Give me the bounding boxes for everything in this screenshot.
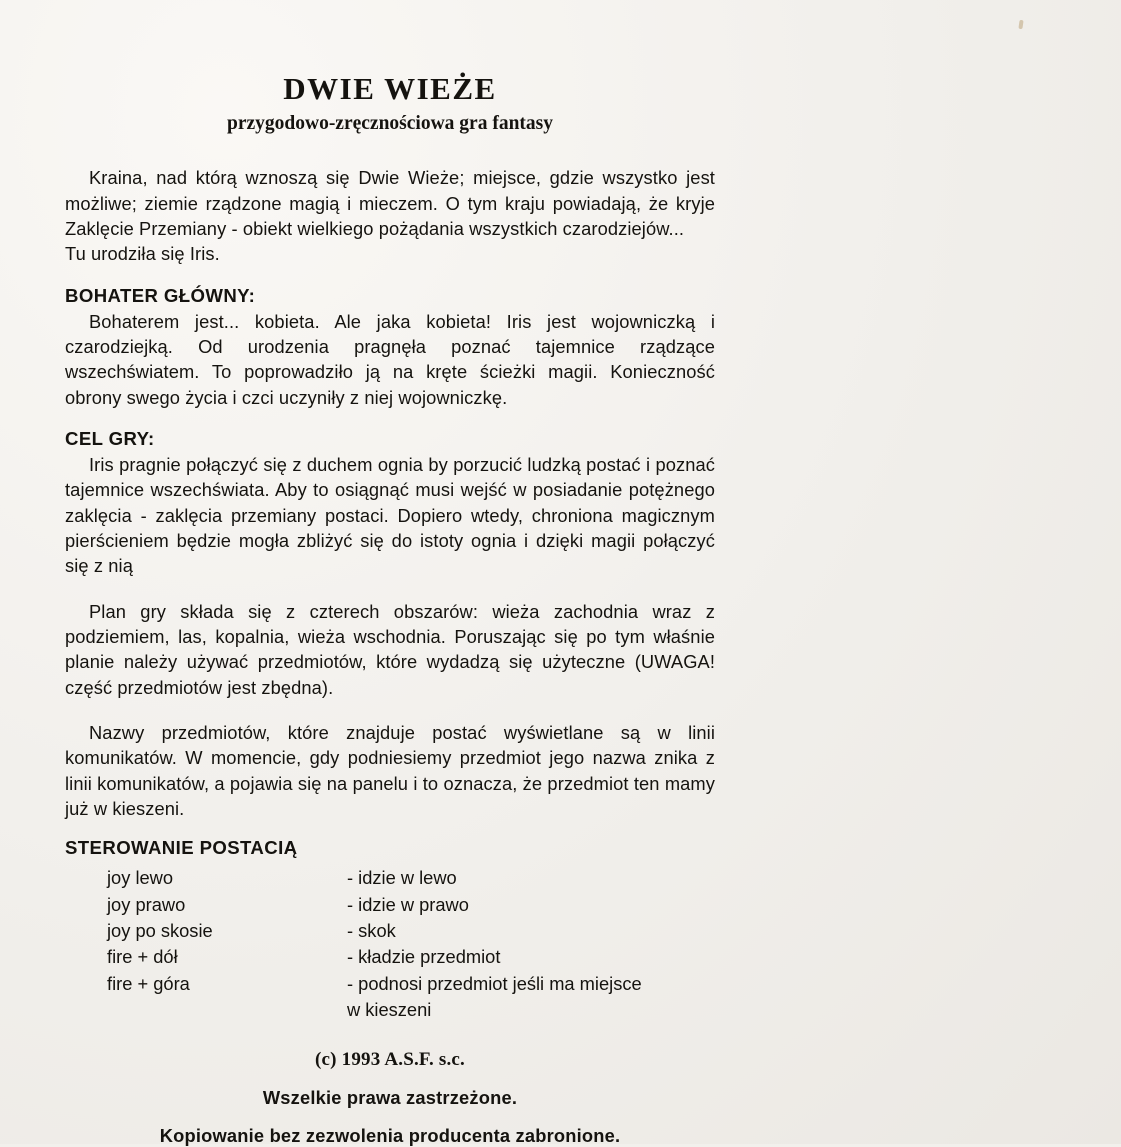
section-heading-goal: CEL GRY:: [65, 428, 155, 450]
control-action: - idzie w prawo: [347, 893, 469, 915]
control-action: - skok: [347, 920, 396, 942]
control-key-empty: [107, 997, 347, 1023]
control-action: - kładzie przedmiot: [347, 946, 501, 968]
controls-table: [107, 865, 642, 1023]
paragraph-items: Nazwy przedmiotów, które znajduje postać wyświetlane są w linii komunikatów. W momencie, gdy podniesiemy przedmiot jego nazwa znika z linii komunikatów, a pojawia się na panelu i to oznacza, że przedmiot ten mamy już w kieszeni.: [65, 722, 715, 820]
control-action-continuation: w kieszeni: [347, 999, 432, 1021]
section-heading-controls: STEROWANIE POSTACIĄ: [65, 837, 298, 859]
page-title: DWIE WIEŻE: [283, 71, 497, 106]
table-row: [107, 892, 642, 918]
footer-copyright: (c) 1993 A.S.F. s.c.: [314, 1049, 466, 1071]
page-subtitle: przygodowo-zręcznościowa gra fantasy: [226, 113, 553, 135]
footer-copy-ban: Kopiowanie bez zezwolenia producenta zabronione.: [159, 1125, 621, 1147]
table-row-continuation: [107, 997, 642, 1023]
footer-rights: Wszelkie prawa zastrzeżone.: [262, 1087, 518, 1109]
section-heading-hero: BOHATER GŁÓWNY:: [65, 284, 256, 306]
footer: [65, 1049, 715, 1147]
control-key: joy po skosie: [107, 920, 213, 942]
intro-paragraph: Kraina, nad którą wznoszą się Dwie Wieże; miejsce, gdzie wszystko jest możliwe; ziemie rządzone magią i mieczem. O tym kraju powiadają, że kryje Zaklęcie Przemiany - obiekt wielkiego pożądania wszystkich czarodziejów...: [65, 167, 715, 240]
paragraph-game-plan: Plan gry składa się z czterech obszarów: wieża zachodnia wraz z podziemiem, las, kopalnia, wieża wschodnia. Poruszając się po tym właśnie planie należy używać przedmiotów, które wydadzą się użyteczne (UWAGA! część przedmiotów jest zbędna).: [65, 600, 715, 698]
table-row: [107, 944, 642, 970]
control-key: fire + góra: [107, 972, 190, 994]
control-action: - podnosi przedmiot jeśli ma miejsce: [347, 972, 642, 994]
table-row: [107, 918, 642, 944]
table-row: [107, 971, 642, 997]
intro-second-line: Tu urodziła się Iris.: [65, 243, 220, 265]
control-action: - idzie w lewo: [347, 867, 457, 889]
control-key: joy lewo: [107, 867, 174, 889]
page-content: [65, 72, 715, 1147]
table-row: [107, 865, 642, 891]
control-key: joy prawo: [107, 893, 186, 915]
section-body-goal: Iris pragnie połączyć się z duchem ognia by porzucić ludzką postać i poznać tajemnice wszechświata. Aby to osiągnąć musi wejść w posiadanie potężnego zaklęcia - zaklęcia przemiany postaci. Dopiero wtedy, chroniona magicznym pierścieniem będzie mogła zbliżyć się do istoty ognia i dzięki magii połączyć się z nią: [65, 454, 715, 577]
section-body-hero: Bohaterem jest... kobieta. Ale jaka kobieta! Iris jest wojowniczką i czarodziejką. Od urodzenia pragnęła poznać tajemnice rządzące wszechświatem. To poprowadziło ją na kręte ścieżki magii. Konieczność obrony swego życia i czci uczyniły z niej wojowniczkę.: [65, 310, 715, 408]
control-key: fire + dół: [107, 946, 178, 968]
